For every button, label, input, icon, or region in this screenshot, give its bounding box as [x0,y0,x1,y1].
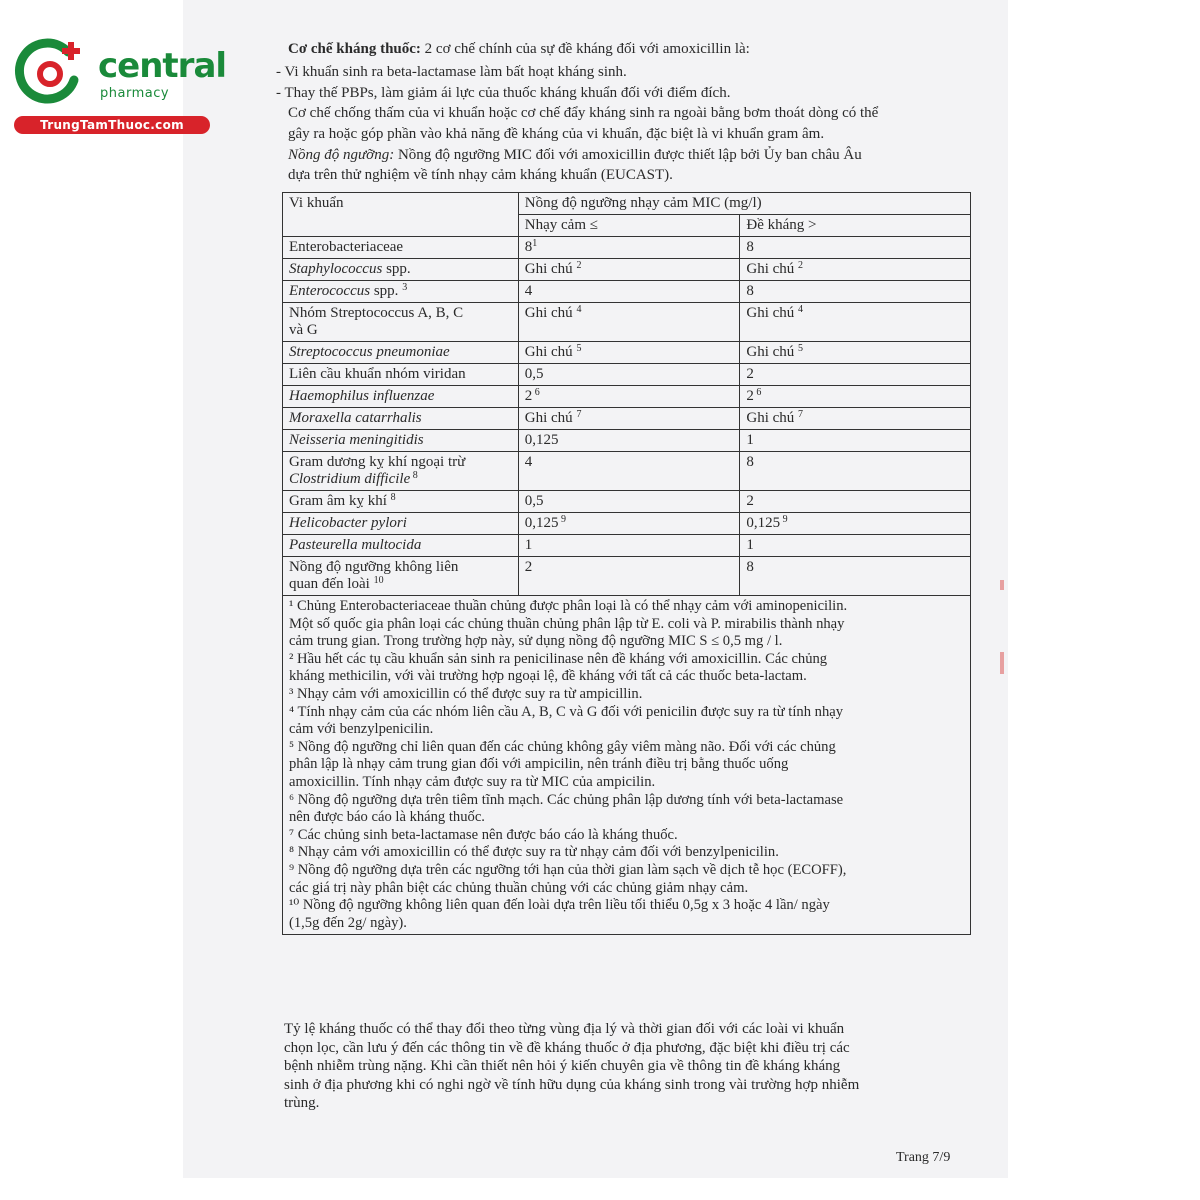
paragraph-line: bệnh nhiễm trùng nặng. Khi cần thiết nên hỏi ý kiến chuyên gia về thông tin đề kháng kháng [284,1058,841,1075]
bacteria-cell: Enterobacteriaceae [283,237,519,259]
footnote-line: ⁷ Các chủng sinh beta-lactamase nên được báo cáo là kháng thuốc. [289,826,678,843]
resistant-cell: 8 [740,557,971,596]
resistant-cell: 8 [740,281,971,303]
resistant-cell: 1 [740,430,971,452]
table-row [283,237,971,259]
intro-line-eucast: dựa trên thử nghiệm về tính nhạy cảm kháng khuẩn (EUCAST). [288,167,673,183]
bullet-beta-lactamase: - Vi khuẩn sinh ra beta-lactamase làm bất hoạt kháng sinh. [276,64,627,80]
table-row [283,408,971,430]
table-row [283,557,971,596]
resistant-cell: Ghi chú $^2$ [740,259,971,281]
scan-mark [1000,580,1004,590]
brand-site-banner: TrungTamThuoc.com [14,116,210,134]
resistant-cell: 2 [740,364,971,386]
footnote-line: ⁸ Nhạy cảm với amoxicillin có thể được suy ra từ nhạy cảm đối với benzylpenicilin. [289,844,779,861]
susceptible-cell: 4 [518,281,740,303]
resistant-cell: 0,125 $^9$ [740,513,971,535]
bacteria-cell: Moraxella catarrhalis [283,408,519,430]
resistant-cell: Ghi chú $^7$ [740,408,971,430]
footnote-line: ⁶ Nồng độ ngưỡng dựa trên tiêm tĩnh mạch. Các chủng phân lập dương tính với beta-lactamase [289,791,844,808]
susceptible-cell: 2 [518,557,740,596]
footnote-line: cảm trung gian. Trong trường hợp này, sử dụng nồng độ ngưỡng MIC S ≤ 0,5 mg / l. [289,633,783,650]
footnote-line: (1,5g đến 2g/ ngày). [289,914,407,931]
bacteria-cell: Haemophilus influenzae [283,386,519,408]
mic-breakpoint-table [282,192,971,935]
footnote-line: nên được báo cáo là kháng thuốc. [289,809,485,826]
resistance-heading-text: 2 cơ chế chính của sự đề kháng đối với amoxicillin là: [420,41,750,57]
brand-name: central [98,46,227,86]
header-resistant: Đề kháng > [740,215,971,237]
footnote-line: kháng methicilin, với vài trường hợp ngoại lệ, đề kháng với tất cả các thuốc beta-lactam. [289,668,807,685]
table-row [283,364,971,386]
susceptible-cell: 0,125 [518,430,740,452]
page-number: Trang 7/9 [896,1150,951,1165]
paragraph-line: Tỷ lệ kháng thuốc có thể thay đổi theo từng vùng địa lý và thời gian đối với các loài vi khuẩn [284,1021,845,1037]
susceptible-cell: Ghi chú $^7$ [518,408,740,430]
bullet-pbps: - Thay thế PBPs, làm giảm ái lực của thuốc kháng khuẩn đối với điểm đích. [276,85,731,101]
susceptible-cell: 2 $^6$ [518,386,740,408]
susceptible-cell: 1 [518,535,740,557]
resistant-cell: 2 $^6$ [740,386,971,408]
footnotes-cell [283,596,971,935]
breakpoint-label: Nồng độ ngưỡng: [288,147,395,163]
breakpoint-heading [288,146,862,164]
table-row [283,491,971,513]
table-row [283,430,971,452]
table-row [283,259,971,281]
intro-line-gram-negative: gây ra hoặc góp phần vào khả năng đề kháng của vi khuẩn, đặc biệt là vi khuẩn gram âm. [288,126,825,142]
footnote-line: ¹ Chủng Enterobacteriaceae thuần chủng được phân loại là có thể nhạy cảm với aminopenicilin. [289,598,848,614]
breakpoint-text: Nồng độ ngưỡng MIC đối với amoxicillin được thiết lập bởi Ủy ban châu Âu [394,147,862,163]
susceptible-cell: Ghi chú $^4$ [518,303,740,342]
bacteria-cell: Streptococcus pneumoniae [283,342,519,364]
footnote-line: amoxicillin. Tính nhạy cảm được suy ra từ MIC của ampicilin. [289,773,656,790]
resistant-cell: Ghi chú $^4$ [740,303,971,342]
bacteria-cell: Gram âm kỵ khí $^8$ [283,491,519,513]
table-row [283,535,971,557]
header-susceptible: Nhạy cảm ≤ [518,215,740,237]
table-row [283,513,971,535]
brand-subtitle: pharmacy [100,86,170,101]
table-header-row [283,193,971,215]
resistance-heading [288,40,750,58]
resistant-cell: 8 [740,452,971,491]
intro-line-efflux: Cơ chế chống thấm của vi khuẩn hoặc cơ chế đẩy kháng sinh ra ngoài bằng bơm thoát dòng có thể [288,105,879,121]
footnote-line: ⁵ Nồng độ ngưỡng chỉ liên quan đến các chủng không gây viêm màng não. Đối với các chủng [289,738,836,755]
scan-mark [1000,652,1004,674]
footnote-line: Một số quốc gia phân loại các chủng thuần chủng phân lập từ E. coli và P. mirabilis thành nhạy [289,615,845,632]
bacteria-cell: Helicobacter pylori [283,513,519,535]
susceptible-cell: 4 [518,452,740,491]
paragraph-line: sinh ở địa phương khi có nghi ngờ về tính hữu dụng của kháng sinh trong vài trường hợp nhiễm [284,1076,860,1093]
susceptible-cell: $8^1$ [518,237,740,259]
footnote-line: ² Hầu hết các tụ cầu khuẩn sản sinh ra penicilinase nên đề kháng với amoxicillin. Các chủng [289,650,828,667]
susceptible-cell: 0,5 [518,491,740,513]
closing-paragraph [284,1020,964,1113]
table-row [283,386,971,408]
brand-logo [12,36,227,136]
resistant-cell: 8 [740,237,971,259]
footnote-line: phân lập là nhạy cảm trung gian đối với ampicilin, nên tránh điều trị bằng thuốc uống [289,756,789,773]
bacteria-cell: Nhóm Streptococcus A, B, C và G [283,303,519,342]
paragraph-line: trùng. [284,1095,320,1112]
susceptible-cell: Ghi chú $^2$ [518,259,740,281]
table-notes-row [283,596,971,935]
table-row [283,452,971,491]
table-row [283,303,971,342]
bacteria-cell: Liên cầu khuẩn nhóm viridan [283,364,519,386]
bacteria-cell: Nồng độ ngưỡng không liên quan đến loài $^{10}$ [283,557,519,596]
footnote-line: ⁹ Nồng độ ngưỡng dựa trên các ngưỡng tới hạn của thời gian làm sạch về dịch tễ học (ECOFF), [289,861,847,878]
susceptible-cell: 0,5 [518,364,740,386]
resistance-heading-label: Cơ chế kháng thuốc: [288,41,421,57]
header-bacteria: Vi khuẩn [283,193,519,237]
footnote-line: các giá trị này phân biệt các chủng thuần chủng với các chủng giảm nhạy cảm. [289,879,749,896]
paragraph-line: chọn lọc, cần lưu ý đến các thông tin về đề kháng thuốc ở địa phương, đặc biệt khi điều trị các [284,1039,850,1056]
resistant-cell: 2 [740,491,971,513]
central-pharmacy-logo-icon [12,36,88,112]
table-row [283,281,971,303]
header-mic: Nồng độ ngưỡng nhạy cảm MIC (mg/l) [518,193,970,215]
footnote-line: cảm với benzylpenicilin. [289,721,434,738]
susceptible-cell: 0,125 $^9$ [518,513,740,535]
resistant-cell: Ghi chú $^5$ [740,342,971,364]
footnote-line: ³ Nhạy cảm với amoxicillin có thể được suy ra từ ampicillin. [289,685,643,702]
resistant-cell: 1 [740,535,971,557]
bacteria-cell: Staphylococcus spp. [283,259,519,281]
bacteria-cell: Pasteurella multocida [283,535,519,557]
susceptible-cell: Ghi chú $^5$ [518,342,740,364]
table-row [283,342,971,364]
footnote-line: ⁴ Tính nhạy cảm của các nhóm liên cầu A, B, C và G đối với penicilin được suy ra từ tính nhạy [289,703,844,720]
bacteria-cell: Neisseria meningitidis [283,430,519,452]
bacteria-cell: Enterococcus spp. $^3$ [283,281,519,303]
bacteria-cell: Gram dương kỵ khí ngoại trừ Clostridium difficile $^8$ [283,452,519,491]
footnote-line: ¹⁰ Nồng độ ngưỡng không liên quan đến loài dựa trên liều tối thiểu 0,5g x 3 hoặc 4 lần/ ngày [289,897,830,914]
